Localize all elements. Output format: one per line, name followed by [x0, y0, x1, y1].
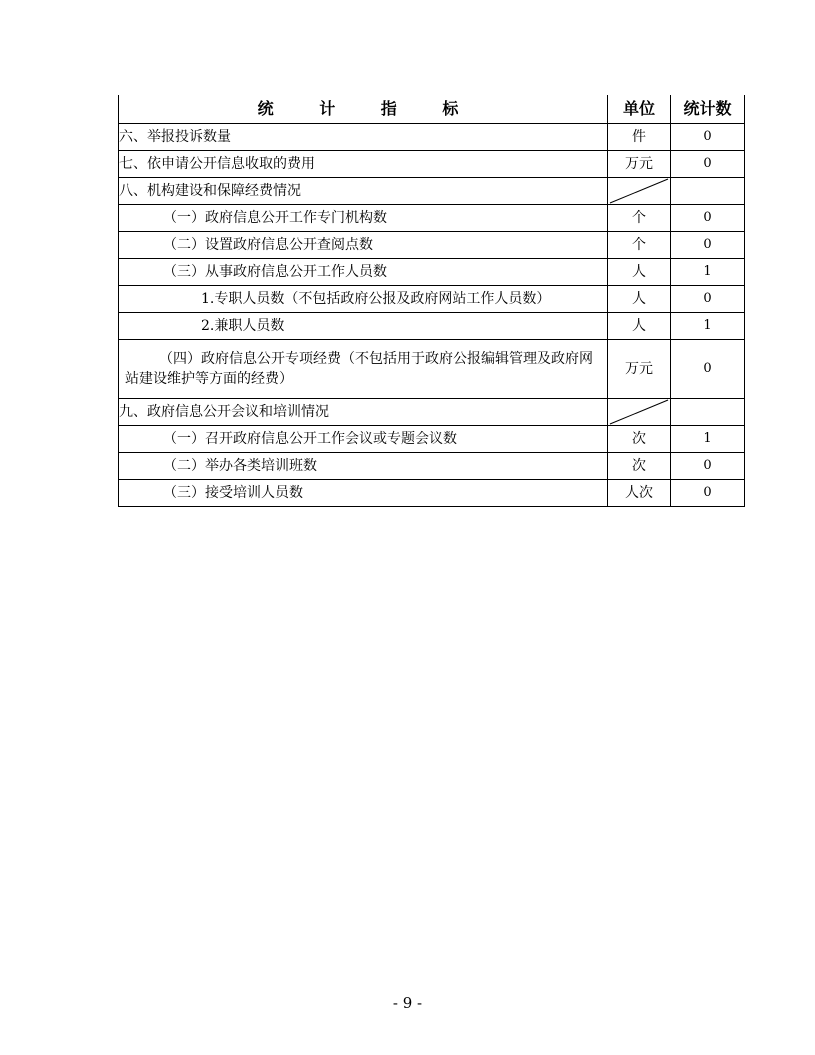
table-row: [119, 480, 745, 507]
row-count-empty: [671, 399, 745, 426]
row-count: 0: [671, 340, 745, 399]
row-indicator: （二）举办各类培训班数: [119, 453, 608, 480]
row-indicator: 六、举报投诉数量: [119, 124, 608, 151]
diagonal-line: [608, 178, 670, 204]
row-indicator: （一）召开政府信息公开工作会议或专题会议数: [119, 426, 608, 453]
diagonal-slash-cell: [608, 178, 671, 205]
row-unit: 次: [608, 453, 671, 480]
row-count: 0: [671, 232, 745, 259]
row-count: 1: [671, 259, 745, 286]
row-count: 1: [671, 426, 745, 453]
row-count: 0: [671, 480, 745, 507]
row-count: 1: [671, 313, 745, 340]
table-header-row: [119, 95, 745, 124]
row-unit: 个: [608, 205, 671, 232]
table-row: [119, 426, 745, 453]
table-row: [119, 259, 745, 286]
row-count: 0: [671, 151, 745, 178]
diagonal-slash-cell: [608, 399, 671, 426]
table-row: [119, 205, 745, 232]
row-count: 0: [671, 205, 745, 232]
row-indicator: 七、依申请公开信息收取的费用: [119, 151, 608, 178]
header-unit: 单位: [608, 95, 671, 124]
diagonal-line: [608, 399, 670, 425]
table-row: [119, 124, 745, 151]
table-row: [119, 232, 745, 259]
statistics-table: [118, 95, 745, 507]
table-row: [119, 286, 745, 313]
row-unit: 件: [608, 124, 671, 151]
row-unit: 人: [608, 286, 671, 313]
row-indicator: 1.专职人员数（不包括政府公报及政府网站工作人员数）: [119, 286, 608, 313]
row-indicator: （一）政府信息公开工作专门机构数: [119, 205, 608, 232]
table-row-section: [119, 178, 745, 205]
row-indicator: 2.兼职人员数: [119, 313, 608, 340]
table-row-section: [119, 399, 745, 426]
row-indicator: （三）从事政府信息公开工作人员数: [119, 259, 608, 286]
table-row: [119, 340, 745, 399]
row-unit: 人次: [608, 480, 671, 507]
row-count-empty: [671, 178, 745, 205]
row-indicator: （二）设置政府信息公开查阅点数: [119, 232, 608, 259]
table-row: [119, 151, 745, 178]
row-count: 0: [671, 124, 745, 151]
row-indicator: （三）接受培训人员数: [119, 480, 608, 507]
row-unit: 次: [608, 426, 671, 453]
row-unit: 个: [608, 232, 671, 259]
row-indicator: 八、机构建设和保障经费情况: [119, 178, 608, 205]
row-indicator: （四）政府信息公开专项经费（不包括用于政府公报编辑管理及政府网站建设维护等方面的经费）: [119, 340, 608, 399]
row-count: 0: [671, 286, 745, 313]
header-count: 统计数: [671, 95, 745, 124]
row-unit: 万元: [608, 151, 671, 178]
row-unit: 人: [608, 313, 671, 340]
row-unit: 人: [608, 259, 671, 286]
row-unit: 万元: [608, 340, 671, 399]
page-number: - 9 -: [392, 994, 423, 1012]
table-row: [119, 313, 745, 340]
header-indicator: 统 计 指 标: [119, 95, 608, 124]
table-row: [119, 453, 745, 480]
row-indicator: 九、政府信息公开会议和培训情况: [119, 399, 608, 426]
row-count: 0: [671, 453, 745, 480]
